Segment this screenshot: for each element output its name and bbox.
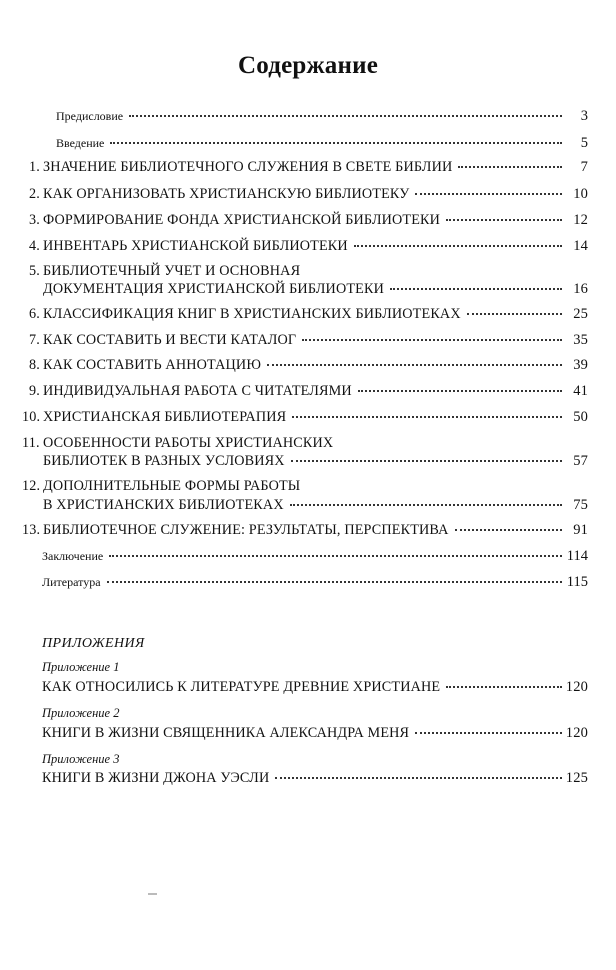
toc-entry-page: 3: [580, 108, 588, 124]
toc-chapter-8: [29, 357, 588, 374]
chapter-title: КАК СОСТАВИТЬ АННОТАЦИЮ: [43, 357, 262, 373]
chapter-title: ИНВЕНТАРЬ ХРИСТИАНСКОЙ БИБЛИОТЕКИ: [43, 238, 348, 254]
chapter-page: 10: [573, 186, 588, 202]
page-title: Содержание: [237, 52, 378, 79]
chapter-number: 12.: [22, 478, 41, 494]
chapter-page: 41: [573, 383, 588, 399]
toc-chapter-2: [29, 186, 588, 203]
appendix-1-label: Приложение 1: [42, 660, 120, 674]
toc-entry-title: Предисловие: [56, 109, 124, 123]
appendix-page: 125: [565, 770, 588, 786]
appendix-2-label: Приложение 2: [42, 706, 120, 720]
chapter-number: 10.: [22, 409, 41, 425]
chapter-title: БИБЛИОТЕЧНЫЙ УЧЕТ И ОСНОВНАЯ: [43, 263, 301, 279]
appendix-title: КАК ОТНОСИЛИСЬ К ЛИТЕРАТУРЕ ДРЕВНИЕ ХРИСТИАНЕ: [42, 679, 441, 695]
chapter-page: 75: [573, 497, 588, 513]
toc-chapter-10: [22, 409, 588, 426]
toc-chapter-6: [29, 306, 588, 323]
chapter-title: ОСОБЕННОСТИ РАБОТЫ ХРИСТИАНСКИХ: [43, 435, 334, 451]
toc-chapter-4: [29, 238, 588, 255]
appendix-3-label: Приложение 3: [42, 752, 120, 766]
toc-chapter-9: [29, 383, 588, 400]
chapter-title: ФОРМИРОВАНИЕ ФОНДА ХРИСТИАНСКОЙ БИБЛИОТЕКИ: [43, 212, 441, 228]
leader-dots: [415, 732, 562, 734]
toc-entry-conclusion: [42, 548, 588, 565]
toc-appendix-1: [42, 679, 588, 696]
leader-dots: [390, 288, 562, 290]
chapter-page: 12: [573, 212, 588, 228]
chapter-number: 7.: [29, 332, 40, 348]
toc-entry-title: Введение: [56, 136, 105, 150]
leader-dots: [292, 416, 562, 418]
chapter-title: ДОПОЛНИТЕЛЬНЫЕ ФОРМЫ РАБОТЫ: [43, 478, 301, 494]
toc-chapter-12-line-2: [43, 497, 588, 514]
chapter-title-continued: В ХРИСТИАНСКИХ БИБЛИОТЕКАХ: [43, 497, 284, 513]
toc-chapter-11-line-1: [22, 435, 588, 452]
toc-entry-page: 114: [566, 548, 588, 564]
chapter-number: 3.: [29, 212, 40, 228]
leader-dots: [446, 686, 562, 688]
chapter-page: 35: [573, 332, 588, 348]
leader-dots: [358, 390, 562, 392]
appendix-page: 120: [565, 725, 588, 741]
appendix-title: КНИГИ В ЖИЗНИ ДЖОНА УЭСЛИ: [42, 770, 270, 786]
chapter-number: 11.: [22, 435, 40, 451]
leader-dots: [107, 581, 562, 583]
toc-chapter-11-line-2: [43, 453, 588, 470]
chapter-number: 8.: [29, 357, 40, 373]
chapter-page: 91: [573, 522, 588, 538]
toc-entry-preface: [56, 108, 588, 125]
chapter-number: 4.: [29, 238, 40, 254]
toc-entry-introduction: [56, 135, 588, 152]
chapter-title: ЗНАЧЕНИЕ БИБЛИОТЕЧНОГО СЛУЖЕНИЯ В СВЕТЕ БИБЛИИ: [43, 159, 453, 175]
appendix-heading: ПРИЛОЖЕНИЯ: [42, 636, 145, 651]
scan-mark: [148, 893, 157, 895]
leader-dots: [129, 115, 562, 117]
chapter-page: 14: [573, 238, 588, 254]
chapter-page: 39: [573, 357, 588, 373]
appendix-page: 120: [565, 679, 588, 695]
leader-dots: [275, 777, 561, 779]
chapter-number: 6.: [29, 306, 40, 322]
leader-dots: [110, 142, 562, 144]
chapter-page: 57: [573, 453, 588, 469]
toc-entry-literature: [42, 574, 588, 591]
chapter-title: БИБЛИОТЕЧНОЕ СЛУЖЕНИЕ: РЕЗУЛЬТАТЫ, ПЕРСПЕКТИВА: [43, 522, 449, 538]
chapter-title-continued: БИБЛИОТЕК В РАЗНЫХ УСЛОВИЯХ: [43, 453, 285, 469]
leader-dots: [290, 504, 562, 506]
chapter-number: 5.: [29, 263, 40, 279]
leader-dots: [415, 193, 562, 195]
leader-dots: [354, 245, 562, 247]
chapter-number: 13.: [22, 522, 41, 538]
leader-dots: [291, 460, 562, 462]
leader-dots: [467, 313, 562, 315]
chapter-page: 7: [580, 159, 588, 175]
toc-appendix-2: [42, 725, 588, 742]
chapter-title: КАК СОСТАВИТЬ И ВЕСТИ КАТАЛОГ: [43, 332, 297, 348]
leader-dots: [446, 219, 562, 221]
toc-chapter-13: [22, 522, 588, 539]
chapter-title: КЛАССИФИКАЦИЯ КНИГ В ХРИСТИАНСКИХ БИБЛИОТЕКАХ: [43, 306, 461, 322]
toc-entry-title: Заключение: [42, 549, 104, 563]
toc-entry-page: 5: [580, 135, 588, 151]
toc-chapter-5-line-2: [43, 281, 588, 298]
chapter-title-continued: ДОКУМЕНТАЦИЯ ХРИСТИАНСКОЙ БИБЛИОТЕКИ: [43, 281, 384, 297]
chapter-number: 2.: [29, 186, 40, 202]
toc-chapter-3: [29, 212, 588, 229]
chapter-number: 9.: [29, 383, 40, 399]
toc-chapter-12-line-1: [22, 478, 588, 495]
toc-chapter-1: [29, 159, 588, 176]
leader-dots: [458, 166, 562, 168]
toc-chapter-7: [29, 332, 588, 349]
leader-dots: [109, 555, 562, 557]
leader-dots: [302, 339, 562, 341]
chapter-page: 25: [573, 306, 588, 322]
toc-entry-page: 115: [566, 574, 588, 590]
leader-dots: [267, 364, 562, 366]
chapter-title: ХРИСТИАНСКАЯ БИБЛИОТЕРАПИЯ: [43, 409, 287, 425]
chapter-number: 1.: [29, 159, 40, 175]
toc-chapter-5-line-1: [29, 263, 588, 280]
chapter-title: ИНДИВИДУАЛЬНАЯ РАБОТА С ЧИТАТЕЛЯМИ: [43, 383, 352, 399]
appendix-title: КНИГИ В ЖИЗНИ СВЯЩЕННИКА АЛЕКСАНДРА МЕНЯ: [42, 725, 410, 741]
leader-dots: [455, 529, 562, 531]
chapter-title: КАК ОРГАНИЗОВАТЬ ХРИСТИАНСКУЮ БИБЛИОТЕКУ: [43, 186, 410, 202]
chapter-page: 50: [573, 409, 588, 425]
toc-appendix-3: [42, 770, 588, 787]
chapter-page: 16: [573, 281, 588, 297]
toc-entry-title: Литература: [42, 575, 101, 589]
